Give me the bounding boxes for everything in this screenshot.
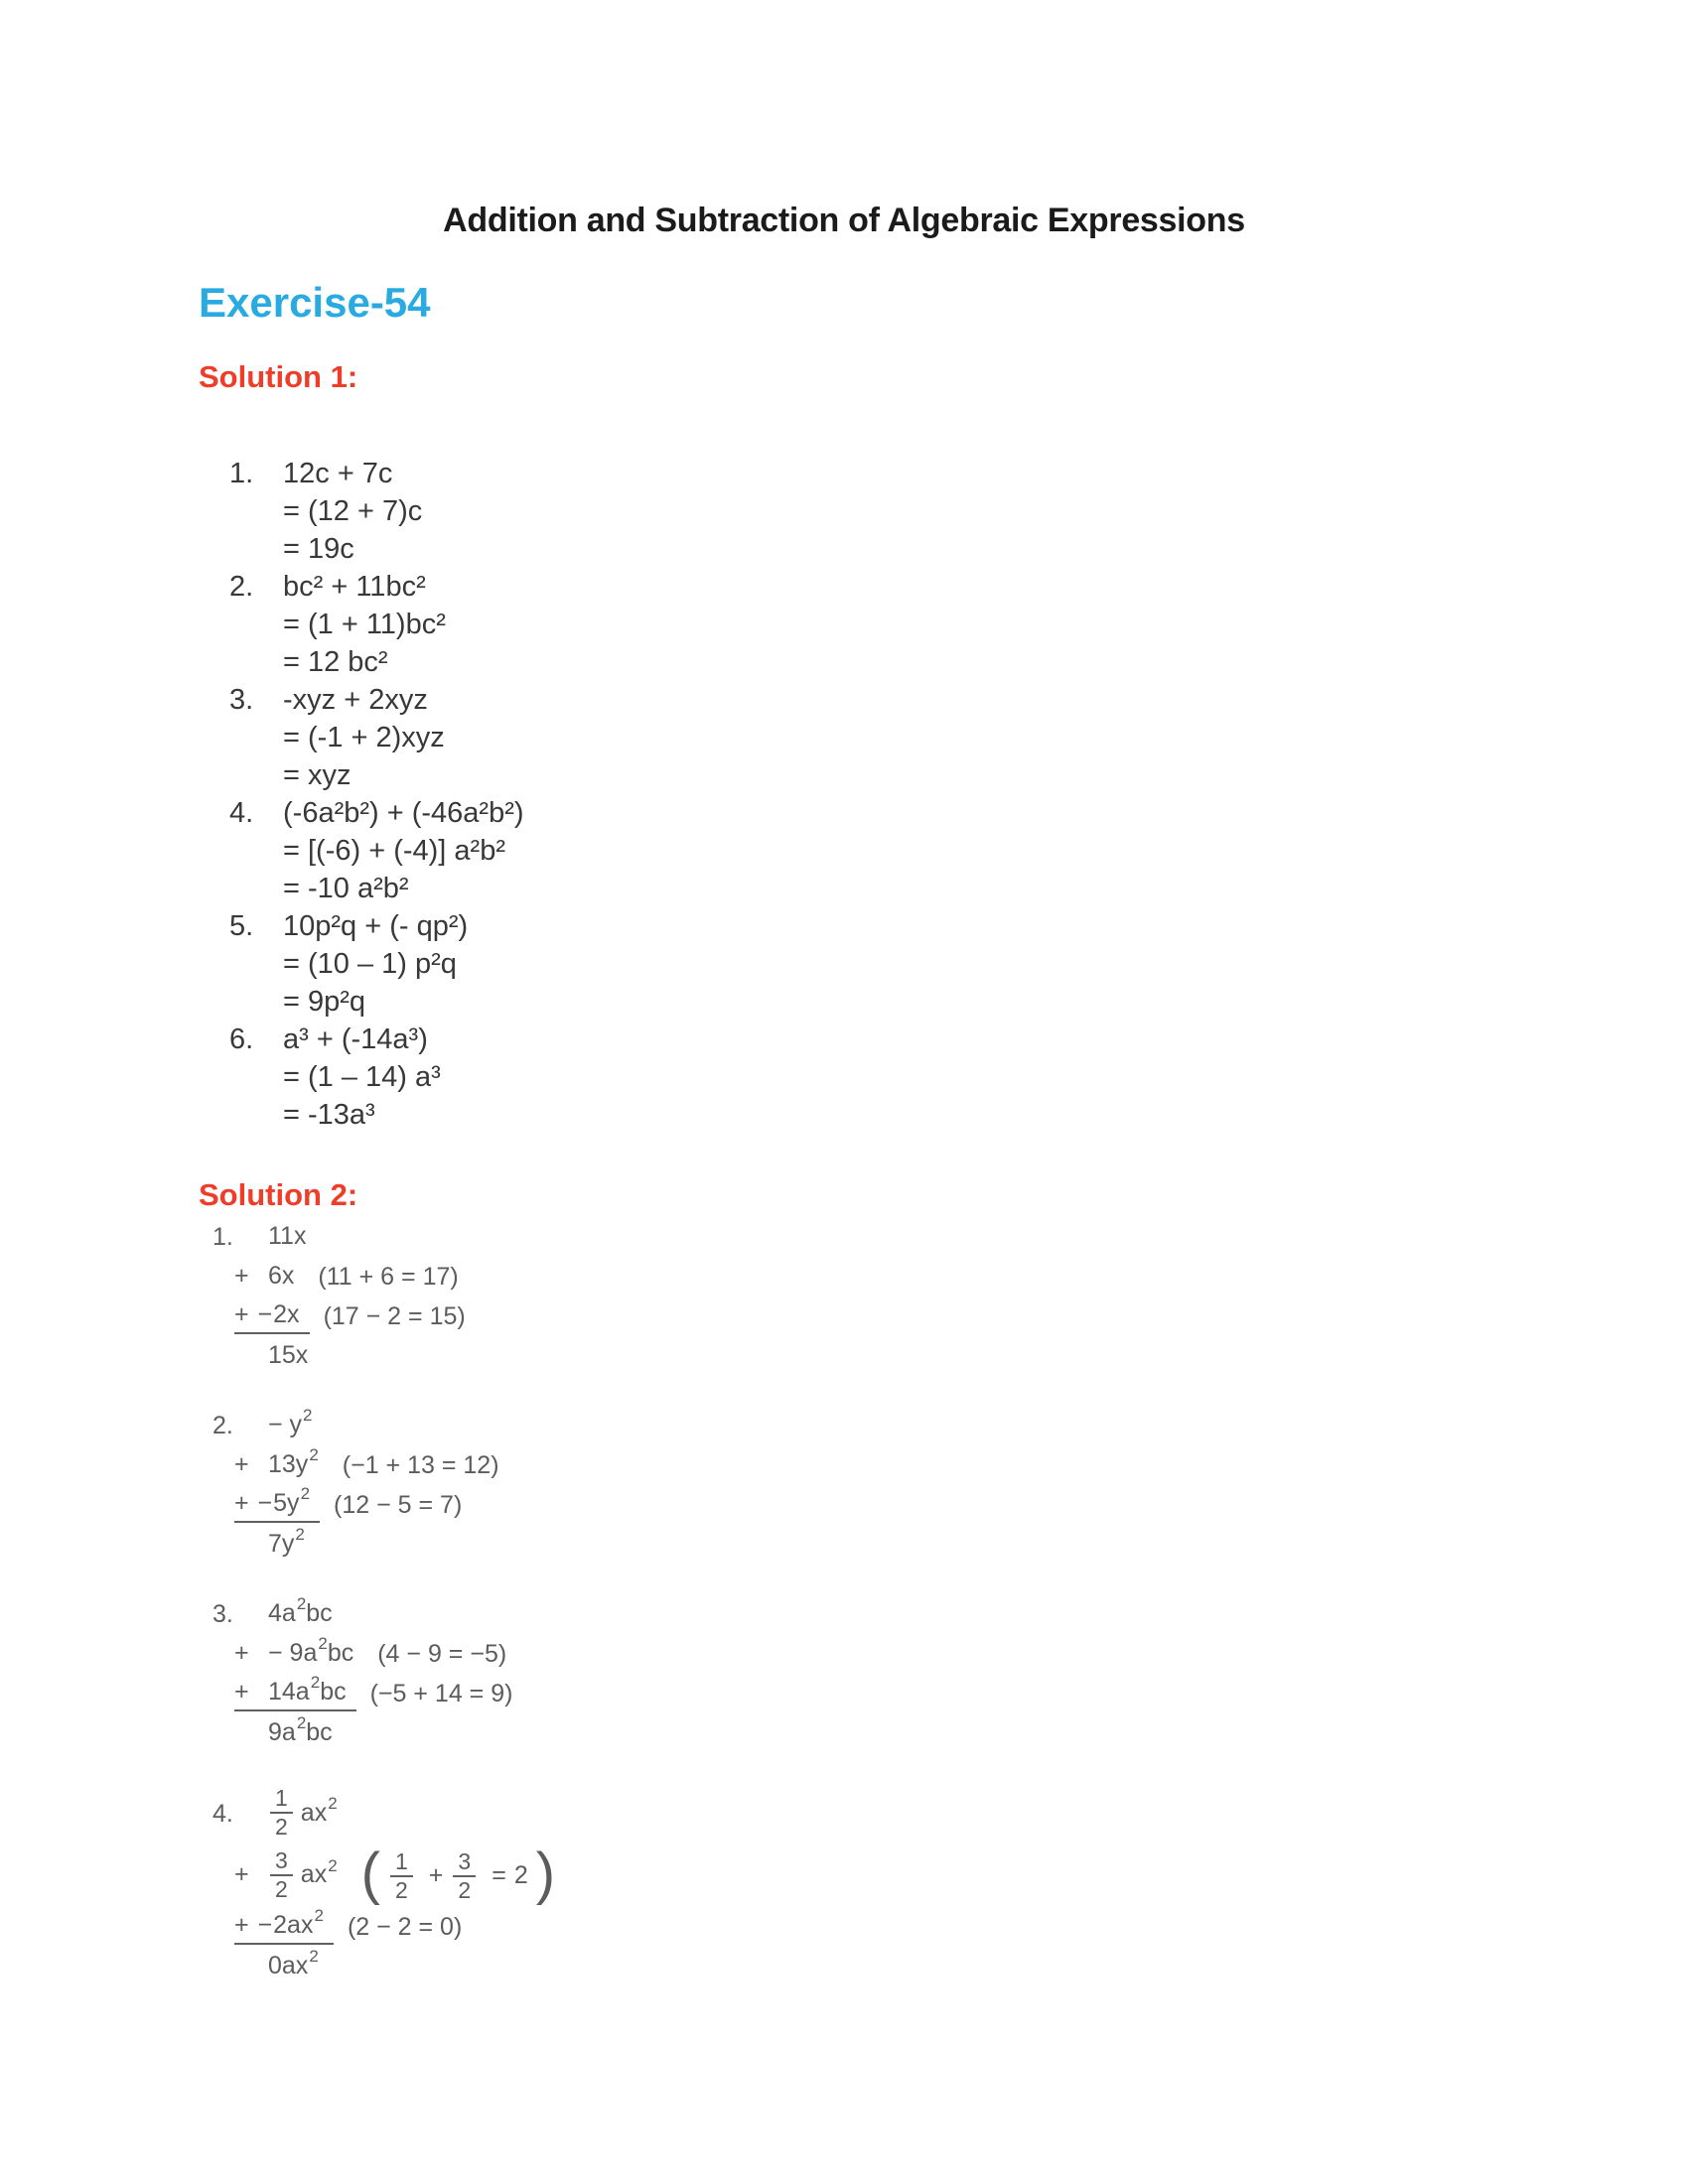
solution1-line <box>199 1021 524 1058</box>
superscript: 2 <box>303 1406 313 1425</box>
term-group <box>234 1713 343 1750</box>
term <box>273 1300 299 1329</box>
solution2-heading: Solution 2: <box>199 1177 358 1212</box>
math-text: − 9a <box>268 1638 318 1667</box>
operator: + − <box>234 1488 274 1517</box>
denominator: 2 <box>275 1814 288 1841</box>
term-group <box>234 1845 348 1908</box>
denominator: 2 <box>458 1876 472 1903</box>
big-paren: ( <box>360 1841 380 1906</box>
solution1-line: = [(-6) + (-4)] a²b² <box>283 835 505 867</box>
solution1-line: = (12 + 7)c <box>283 495 423 527</box>
solution1-line: = -10 a²b² <box>283 873 409 904</box>
operator: + <box>234 1449 250 1478</box>
term-group <box>234 1406 323 1442</box>
term-group <box>234 1634 363 1671</box>
numerator: 1 <box>390 1849 413 1877</box>
work-row <box>212 1406 555 1445</box>
superscript: 2 <box>328 1794 338 1814</box>
calculation-note <box>377 1640 506 1669</box>
fraction <box>390 1849 413 1904</box>
problem-number: 1. <box>229 458 254 489</box>
solution1-line <box>199 907 524 945</box>
calculation-note <box>324 1302 466 1331</box>
operator: + <box>234 1677 250 1706</box>
math-text: 14a <box>268 1677 310 1706</box>
math-text: 15x <box>268 1340 309 1369</box>
term-group <box>234 1525 315 1562</box>
superscript: 2 <box>309 1445 319 1464</box>
solution1-line: = 12 bc² <box>283 646 388 678</box>
calculation-note <box>360 1841 556 1906</box>
work-row <box>212 1841 556 1908</box>
problem-number: 4. <box>229 797 254 829</box>
term <box>268 1947 319 1980</box>
calculation-note <box>343 1451 499 1480</box>
term <box>268 1445 319 1479</box>
solution1-problem <box>199 1021 524 1134</box>
math-text: bc <box>306 1598 333 1627</box>
term-group <box>234 1783 348 1845</box>
math-text: (12 − 5 = 7) <box>334 1490 463 1519</box>
problem-number: 6. <box>229 1024 254 1055</box>
math-text: 2 <box>513 1861 528 1890</box>
term <box>268 1713 333 1747</box>
work-row <box>212 1713 555 1753</box>
solution1-line: = (1 + 11)bc² <box>283 609 446 640</box>
solution1-line: = (1 – 14) a³ <box>283 1061 441 1093</box>
problem-number: 5. <box>229 910 254 942</box>
term-group <box>234 1261 304 1294</box>
expression-text: a³ + (-14a³) <box>283 1024 428 1055</box>
fraction <box>270 1786 293 1841</box>
calculation-note <box>348 1913 462 1942</box>
fraction <box>270 1848 293 1903</box>
superscript: 2 <box>314 1906 324 1926</box>
solution1-list <box>199 455 524 1134</box>
term-group <box>234 1484 320 1523</box>
term-group <box>234 1947 329 1983</box>
solution1-line: = xyz <box>283 759 352 791</box>
calculation-note <box>334 1491 462 1520</box>
solution1-line <box>199 794 524 832</box>
superscript: 2 <box>328 1855 338 1875</box>
math-text: 0ax <box>268 1951 309 1979</box>
math-text: + <box>428 1861 444 1890</box>
solution1-line <box>199 681 524 719</box>
term-group <box>234 1673 356 1711</box>
math-text: (2 − 2 = 0) <box>347 1912 463 1941</box>
term <box>273 1484 311 1518</box>
work-row <box>212 1594 555 1634</box>
term-group <box>234 1906 334 1945</box>
math-text: 11x <box>268 1221 307 1250</box>
work-row <box>212 1947 555 1986</box>
math-text: 13y <box>268 1449 309 1478</box>
term <box>268 1406 313 1439</box>
superscript: 2 <box>300 1484 311 1503</box>
term <box>268 1222 306 1251</box>
expression-text: 12c + 7c <box>283 458 393 489</box>
numerator: 1 <box>270 1786 293 1814</box>
problem-number: 3. <box>212 1599 233 1628</box>
superscript: 2 <box>310 1673 321 1692</box>
numerator: 3 <box>453 1849 476 1877</box>
term <box>273 1906 324 1940</box>
calculation-note <box>318 1263 458 1292</box>
work-row <box>212 1297 555 1336</box>
operator: + <box>234 1261 250 1290</box>
math-text: ax <box>300 1798 328 1827</box>
work-row <box>212 1445 555 1485</box>
work-row <box>212 1336 555 1376</box>
page-title: Addition and Subtraction of Algebraic Expressions <box>443 202 1245 239</box>
denominator: 2 <box>395 1876 408 1903</box>
work-row <box>212 1674 555 1713</box>
math-text: bc <box>320 1677 347 1706</box>
problem-number: 2. <box>229 571 254 603</box>
solution2-problem <box>212 1406 555 1565</box>
math-text: (−5 + 14 = 9) <box>369 1679 513 1707</box>
math-text: bc <box>306 1717 333 1746</box>
solution2-problem <box>212 1783 555 1986</box>
math-text: 6x <box>268 1261 295 1290</box>
work-row <box>212 1634 555 1674</box>
calculation-note <box>370 1680 513 1708</box>
big-paren: ) <box>535 1841 556 1906</box>
problem-number: 1. <box>212 1222 233 1251</box>
solution1-problem <box>199 568 524 681</box>
term <box>268 1784 338 1843</box>
term <box>268 1262 294 1291</box>
math-text: − y <box>268 1410 303 1438</box>
math-text: ax <box>300 1860 328 1889</box>
work-row <box>212 1907 555 1947</box>
numerator: 3 <box>270 1848 293 1876</box>
solution1-line: = 9p²q <box>283 986 366 1018</box>
term-group <box>234 1445 329 1482</box>
fraction <box>453 1849 476 1904</box>
term <box>268 1341 308 1370</box>
expression-text: -xyz + 2xyz <box>283 684 428 716</box>
denominator: 2 <box>275 1875 288 1902</box>
problem-number: 3. <box>229 684 254 716</box>
expression-text: (-6a²b²) + (-46a²b²) <box>283 797 524 829</box>
solution1-line: = 19c <box>283 533 354 565</box>
solution2-problem <box>212 1594 555 1753</box>
solution2-problem <box>212 1217 555 1376</box>
solution1-problem <box>199 681 524 794</box>
superscript: 2 <box>296 1713 307 1732</box>
solution1-line: = (-1 + 2)xyz <box>283 722 445 753</box>
math-text: 9a <box>268 1717 296 1746</box>
math-text: bc <box>327 1638 354 1667</box>
math-text: 4a <box>268 1598 296 1627</box>
math-text: = <box>492 1861 506 1890</box>
term-group <box>234 1221 316 1254</box>
term <box>268 1634 354 1668</box>
math-text: (11 + 6 = 17) <box>318 1262 459 1291</box>
operator: + <box>234 1860 250 1889</box>
term-group <box>234 1299 310 1334</box>
math-text: (17 − 2 = 15) <box>323 1301 466 1330</box>
solution1-line <box>199 568 524 606</box>
term-group <box>234 1340 318 1373</box>
superscript: 2 <box>295 1525 305 1544</box>
superscript: 2 <box>318 1634 328 1653</box>
work-row <box>212 1485 555 1525</box>
solution2-work <box>212 1217 555 2016</box>
work-row <box>212 1783 555 1845</box>
expression-text: 10p²q + (- qp²) <box>283 910 469 942</box>
term <box>268 1525 305 1559</box>
problem-number: 4. <box>212 1799 233 1828</box>
solution1-problem <box>199 794 524 907</box>
math-text: 2ax <box>273 1910 314 1939</box>
expression-text: bc² + 11bc² <box>283 571 426 603</box>
solution1-heading: Solution 1: <box>199 359 358 394</box>
math-text: (4 − 9 = −5) <box>377 1639 507 1668</box>
exercise-heading: Exercise-54 <box>199 279 431 326</box>
solution1-problem <box>199 907 524 1021</box>
term <box>268 1846 338 1905</box>
term <box>268 1594 333 1628</box>
work-row <box>212 1525 555 1565</box>
solution1-line <box>199 455 524 492</box>
term-group <box>234 1594 343 1631</box>
operator: + − <box>234 1299 274 1328</box>
work-row <box>212 1217 555 1257</box>
operator: + <box>234 1638 250 1667</box>
solution1-problem <box>199 455 524 568</box>
math-text: 2x <box>273 1299 300 1328</box>
math-text: (−1 + 13 = 12) <box>342 1450 499 1479</box>
term <box>268 1673 347 1706</box>
work-row <box>212 1257 555 1297</box>
solution1-line: = -13a³ <box>283 1099 375 1131</box>
problem-number: 2. <box>212 1411 233 1439</box>
math-text: 5y <box>273 1488 300 1517</box>
superscript: 2 <box>296 1594 307 1613</box>
solution1-line: = (10 – 1) p²q <box>283 948 457 980</box>
operator: + − <box>234 1910 274 1939</box>
superscript: 2 <box>309 1947 319 1967</box>
math-text: 7y <box>268 1529 295 1558</box>
